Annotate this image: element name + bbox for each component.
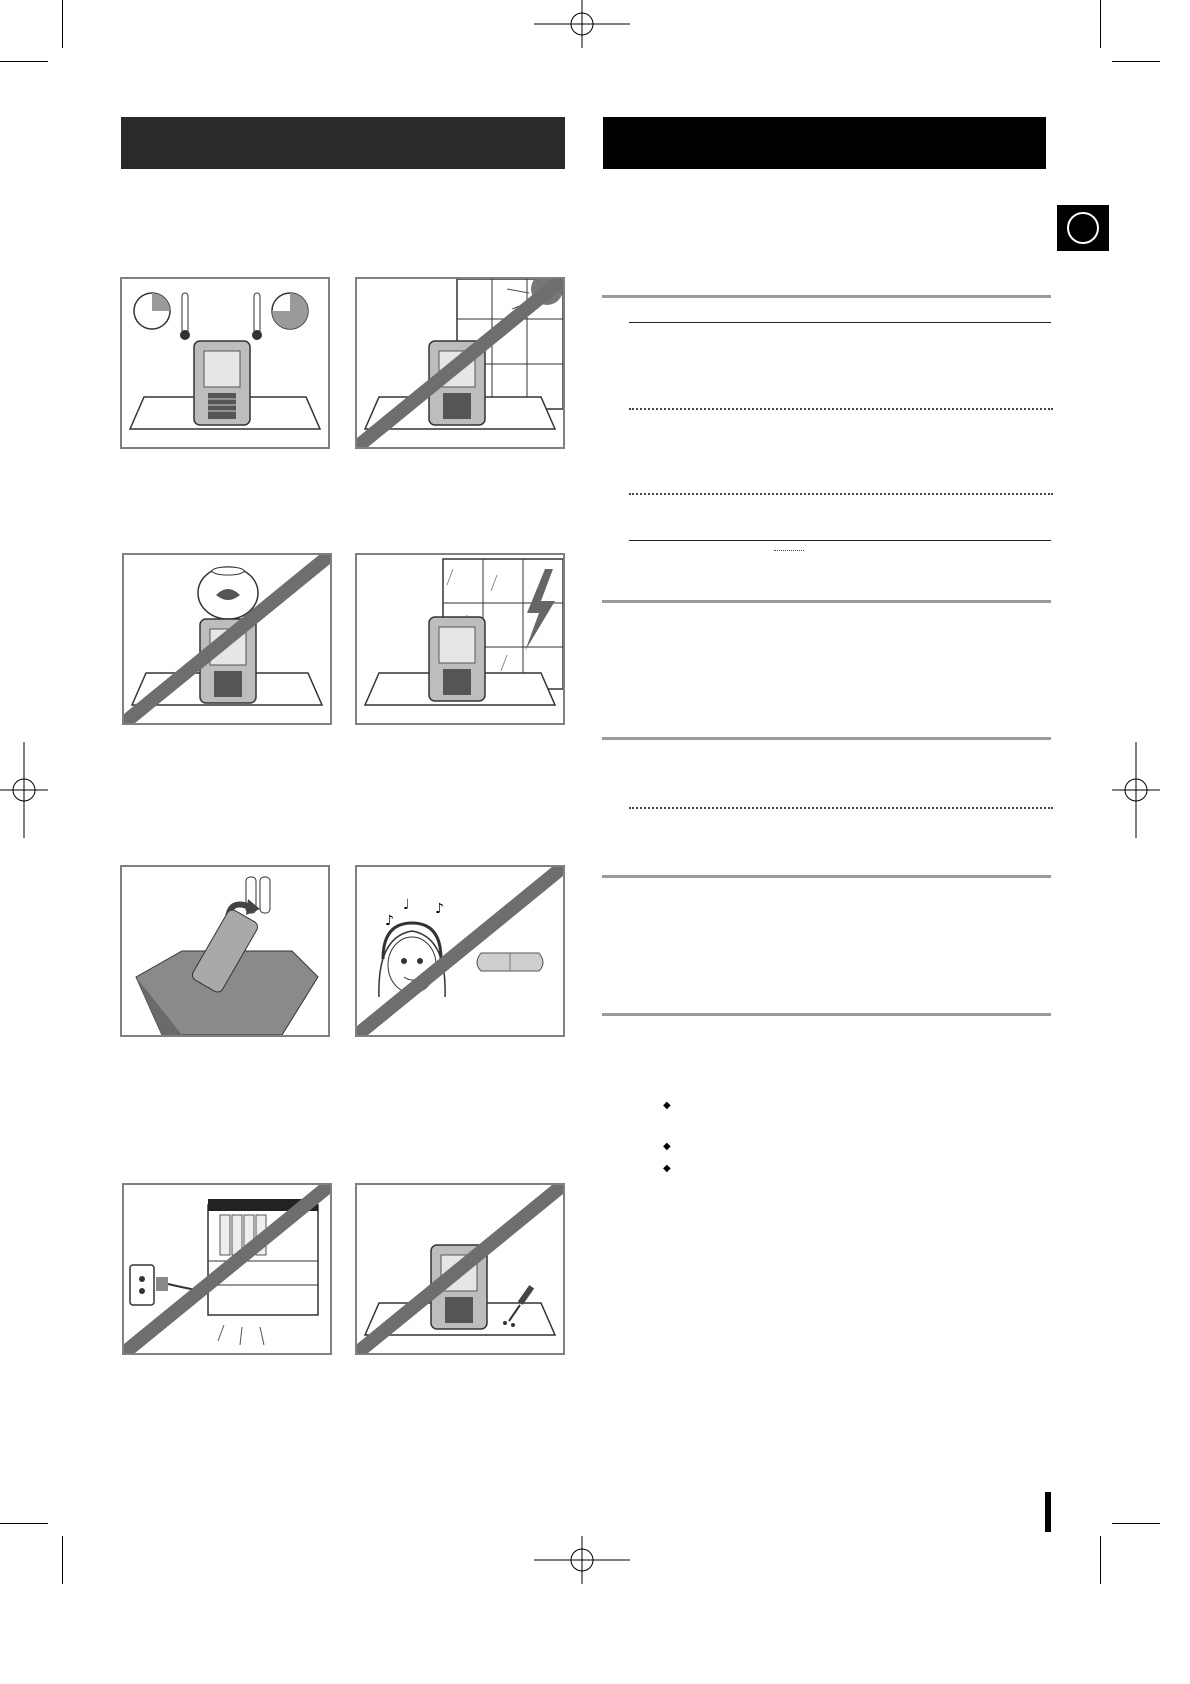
svg-text:♩: ♩	[403, 897, 410, 913]
power-plug-icon	[124, 1185, 330, 1353]
small-dotted-mark	[774, 550, 804, 551]
svg-text:♪: ♪	[385, 913, 394, 929]
fishbowl-icon	[124, 555, 330, 723]
crop-mark-bottom-left-vertical	[62, 1536, 63, 1584]
remove-batteries-icon	[122, 867, 328, 1035]
crop-mark-bottom-right-vertical	[1100, 1536, 1101, 1584]
illustration-batteries	[120, 865, 330, 1037]
crop-mark-top-right-horizontal	[1112, 61, 1160, 62]
illustration-sunlight	[355, 277, 565, 449]
temperature-range-icon	[122, 279, 328, 447]
illustration-disassembly	[355, 1183, 565, 1355]
direct-sunlight-icon	[357, 279, 563, 447]
registration-mark-left	[0, 742, 48, 838]
section-separator-5	[602, 1013, 1051, 1016]
bullet-1: ◆	[663, 1100, 671, 1111]
section-rule-1	[629, 322, 1051, 323]
registration-mark-top	[534, 0, 630, 48]
illustration-water-container	[122, 553, 332, 725]
headphones-volume-icon	[357, 867, 563, 1035]
registration-mark-bottom	[534, 1536, 630, 1584]
section-separator-3	[602, 737, 1051, 740]
section-separator-2	[602, 600, 1051, 603]
registration-mark-right	[1112, 742, 1160, 838]
section-rule-2	[629, 540, 1051, 541]
language-tab	[1057, 205, 1109, 251]
illustration-headphones	[355, 865, 565, 1037]
illustration-temperature	[120, 277, 330, 449]
header-bar-left	[121, 117, 565, 169]
dotted-divider-3	[629, 807, 1053, 809]
crop-mark-top-right-vertical	[1100, 0, 1101, 48]
crop-mark-bottom-left-horizontal	[0, 1523, 48, 1524]
crop-mark-top-left-horizontal	[0, 61, 48, 62]
crop-mark-top-left-vertical	[62, 0, 63, 48]
crop-mark-bottom-right-horizontal	[1112, 1523, 1160, 1524]
lightning-storm-icon	[357, 555, 563, 723]
illustration-thunderstorm	[355, 553, 565, 725]
dotted-divider-2	[629, 493, 1053, 495]
illustration-power-cord	[122, 1183, 332, 1355]
bullet-3: ◆	[663, 1163, 671, 1174]
header-bar-right	[603, 117, 1046, 169]
screwdriver-icon	[357, 1185, 563, 1353]
section-separator-1	[602, 295, 1051, 298]
language-circle-icon	[1067, 212, 1099, 244]
page-number-bar	[1045, 1492, 1051, 1532]
section-separator-4	[602, 875, 1051, 878]
dotted-divider-1	[629, 408, 1053, 410]
svg-text:♪: ♪	[435, 901, 444, 917]
bullet-2: ◆	[663, 1141, 671, 1152]
